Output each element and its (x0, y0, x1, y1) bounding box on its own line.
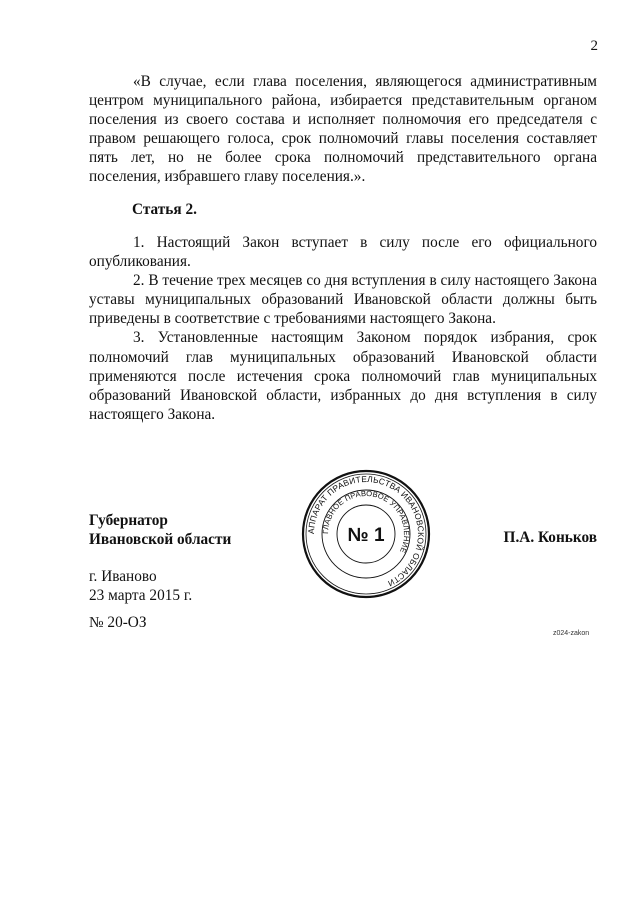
signature-title-line1: Губернатор (89, 512, 168, 529)
signature-title (89, 511, 231, 549)
signature-title-line2: Ивановской области (89, 531, 232, 548)
article-heading: Статья 2. (132, 201, 197, 218)
article-item-2: 2. В течение трех месяцев со дня вступления в силу настоящего Закона уставы муниципальных образований Ивановской области должны быть приведены в соответствие с требованиями настоящего Закона. (89, 272, 597, 328)
article-items (89, 233, 597, 424)
article-item-1: 1. Настоящий Закон вступает в силу после его официального опубликования. (89, 234, 597, 271)
stamp-ring-text: АППАРАТ ПРАВИТЕЛЬСТВА ИВАНОВСКОЙ ОБЛАСТИ (305, 473, 427, 589)
official-stamp (300, 468, 432, 600)
stamp-inner-text: ГЛАВНОЕ ПРАВОВОЕ УПРАВЛЕНИЕ (320, 488, 412, 555)
article-item-3: 3. Установленные настоящим Законом порядок избрания, срок полномочий глав муниципальных образований Ивановской области применяются после истечения срока полномочий глав муниципальных образований Ивановской области, избранных до дня вступления в силу настоящего Закона. (89, 329, 597, 423)
date: 23 марта 2015 г. (89, 587, 193, 604)
place-date (89, 567, 192, 605)
place: г. Иваново (89, 568, 157, 585)
file-code: z024-zakon (553, 630, 590, 637)
stamp-number: № 1 (347, 525, 385, 546)
stamp-seal-icon (300, 468, 432, 600)
page-number: 2 (590, 38, 598, 54)
quote-block (89, 72, 597, 187)
quote-paragraph: «В случае, если глава поселения, являющегося административным центром муниципального района, избирается представительным органом поселения из своего состава и исполняет полномочия его председателя с правом решающего голоса, срок полномочий главы поселения составляет пять лет, но не более срока полномочий представительного органа поселения, избравшего главу поселения.». (89, 73, 597, 186)
doc-number: № 20-ОЗ (89, 614, 147, 631)
signature-name: П.А. Коньков (503, 529, 597, 546)
